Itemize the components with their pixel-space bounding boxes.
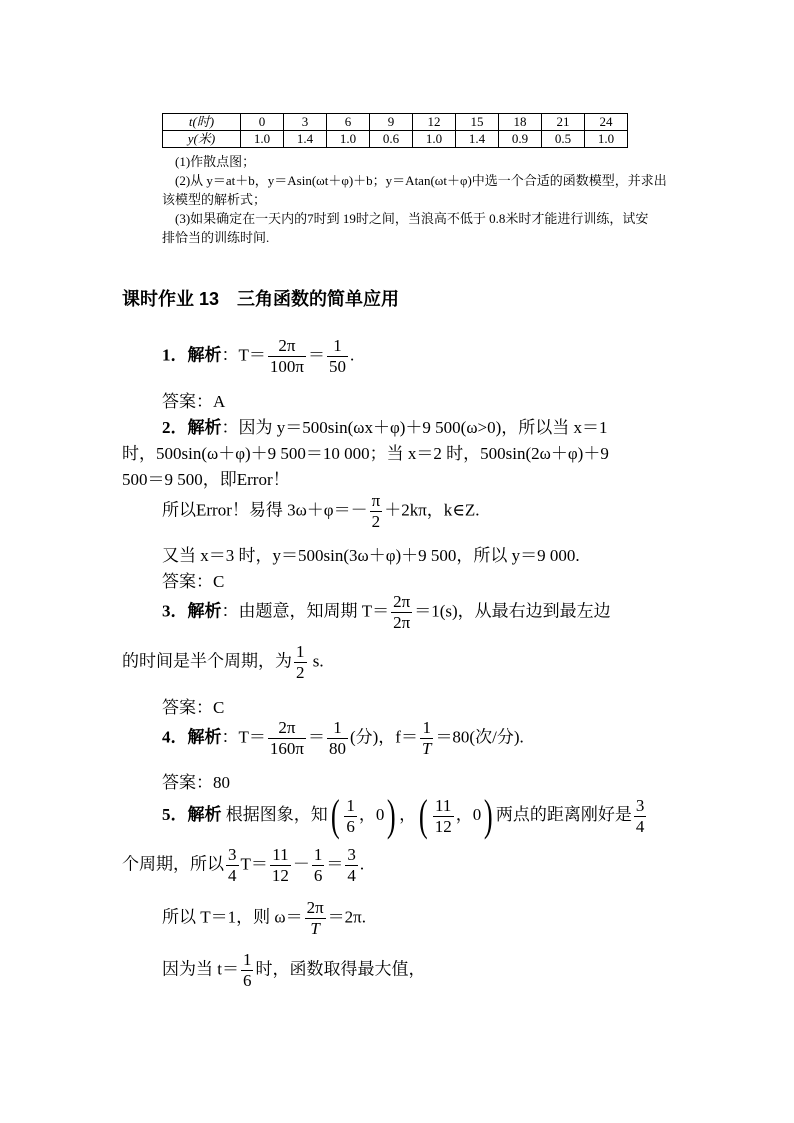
table-cell: 1.0: [413, 131, 456, 148]
fraction: [327, 336, 348, 377]
fraction: [634, 796, 647, 837]
text: 根据图象，知: [221, 804, 328, 824]
text: ：由题意，知周期 T＝: [221, 601, 390, 621]
fraction: [370, 491, 383, 532]
text: 两点的距离刚好是: [495, 804, 632, 824]
fraction: [305, 898, 326, 939]
table-cell: 1.0: [327, 131, 370, 148]
fraction: [270, 845, 291, 886]
solution-4: [162, 718, 524, 759]
section-title: 课时作业 13 三角函数的简单应用: [122, 289, 400, 309]
solution-2-line-5: 又当 x＝3 时，y＝500sin(3ω＋φ)＋9 500，所以 y＝9 000.: [162, 546, 580, 565]
solution-label: 1．解析: [162, 345, 222, 365]
text: 的时间是半个周期，为: [122, 651, 292, 671]
text: 时，函数取得最大值，: [255, 959, 426, 979]
table-cell: 21: [542, 114, 585, 131]
denominator: 2: [371, 512, 381, 531]
table-cell: 18: [499, 114, 542, 131]
text: ：T＝: [221, 345, 266, 365]
text: ，: [399, 804, 417, 824]
numerator: 2π: [268, 718, 306, 739]
numerator: 1: [313, 845, 323, 864]
denominator: 2: [296, 663, 305, 682]
solution-5: [162, 791, 648, 840]
numerator: 11: [433, 796, 454, 817]
text: 所以Error！易得 3ω＋φ＝－: [162, 500, 368, 520]
solution-label: 3．解析: [162, 601, 222, 621]
table-cell: 9: [370, 114, 413, 131]
numerator: 2π: [393, 592, 411, 611]
solution-5-line-3: [162, 898, 366, 939]
text: 因为当 t＝: [162, 959, 239, 979]
text: ＝2π.: [327, 907, 367, 927]
fraction: [420, 718, 433, 759]
denominator: 4: [347, 866, 356, 885]
left-paren: (: [418, 791, 428, 840]
table-cell: 15: [456, 114, 499, 131]
table-cell: 0.6: [370, 131, 413, 148]
denominator: 4: [635, 816, 645, 836]
answer-2: 答案：C: [162, 572, 225, 591]
text: 个周期，所以: [122, 854, 224, 874]
fraction: [312, 845, 325, 886]
table-header-t: t(时): [163, 114, 241, 131]
fraction: [345, 845, 358, 886]
solution-label: 5．解析: [162, 804, 222, 824]
solution-5-line-2: [122, 845, 364, 886]
table-row: [163, 131, 628, 148]
table-cell: 6: [327, 114, 370, 131]
fraction: [268, 718, 306, 759]
denominator: 4: [228, 866, 237, 885]
text: ＝: [307, 727, 325, 747]
denominator: 12: [271, 866, 289, 885]
denominator: 50: [328, 357, 346, 376]
table-cell: 1.0: [585, 131, 628, 148]
left-paren: (: [330, 791, 340, 840]
text: ：因为 y＝500sin(ωx＋φ)＋9 500(ω>0)，所以当 x＝1: [221, 418, 608, 437]
denominator: T: [421, 739, 432, 758]
fraction: [268, 336, 306, 377]
question-2: (2)从 y＝at＋b，y＝Asin(ωt＋φ)＋b；y＝Atan(ωt＋φ)中选一个合适的函数模型，并求出: [175, 173, 667, 188]
denominator: 160π: [269, 739, 304, 758]
numerator: 1: [296, 642, 305, 661]
text: ＝: [307, 345, 325, 365]
table-cell: 0.5: [542, 131, 585, 148]
solution-label: 4．解析: [162, 727, 222, 747]
text: ：T＝: [221, 727, 266, 747]
numerator: 3: [228, 845, 237, 864]
denominator: T: [310, 919, 320, 938]
solution-1: [162, 336, 354, 377]
fraction: [344, 796, 357, 837]
table-row: [163, 114, 628, 131]
numerator: 11: [270, 845, 291, 866]
table-cell: 24: [585, 114, 628, 131]
table-cell: 1.4: [284, 131, 327, 148]
question-3-cont: 排恰当的训练时间.: [162, 230, 270, 245]
question-1: (1)作散点图；: [175, 154, 256, 169]
fraction: [226, 845, 239, 886]
solution-5-line-4: [162, 950, 425, 991]
solution-3: [162, 592, 611, 633]
right-paren: ): [387, 791, 397, 840]
answer-3: 答案：C: [162, 698, 225, 717]
text: ＝: [326, 854, 344, 874]
fraction: [241, 950, 254, 991]
fraction: [294, 642, 307, 683]
text: 所以 T＝1，则 ω＝: [162, 907, 303, 927]
text: T＝: [240, 854, 268, 874]
numerator: 1: [242, 950, 252, 969]
data-table: [162, 113, 628, 148]
table-cell: 1.4: [456, 131, 499, 148]
text: .: [349, 345, 355, 365]
text: ＝80(次/分).: [435, 727, 524, 747]
right-paren: ): [484, 791, 493, 840]
solution-2-line-3: 500＝9 500，即Error！: [122, 470, 290, 489]
table-cell: 1.0: [241, 131, 284, 148]
numerator: 2π: [306, 898, 324, 917]
text: ，0: [455, 804, 482, 824]
text: －: [292, 854, 310, 874]
text: ，0: [358, 804, 385, 824]
numerator: 1: [346, 795, 355, 815]
fraction: [391, 592, 412, 633]
solution-3-line-2: [122, 642, 324, 683]
solution-label: 2．解析: [162, 418, 222, 437]
solution-2-line-2: 时，500sin(ω＋φ)＋9 500＝10 000；当 x＝2 时，500sin(2ω＋φ)＋9: [122, 444, 609, 463]
question-3: (3)如果确定在一天内的7时到 19时之间，当浪高不低于 0.8米时才能进行训练，试安: [175, 211, 649, 226]
text: ＝1(s)，从最右边到最左边: [414, 601, 611, 621]
text: .: [359, 854, 365, 874]
numerator: 3: [635, 795, 645, 815]
table-cell: 3: [284, 114, 327, 131]
numerator: 1: [327, 336, 348, 357]
numerator: 3: [347, 845, 356, 864]
denominator: 6: [346, 816, 355, 836]
fraction: [433, 796, 454, 837]
fraction: [327, 718, 348, 759]
denominator: 2π: [393, 613, 411, 632]
table-cell: 0.9: [499, 131, 542, 148]
denominator: 6: [313, 866, 323, 885]
question-2-cont: 该模型的解析式；: [162, 192, 267, 207]
text: s.: [308, 651, 324, 671]
numerator: 2π: [268, 336, 306, 357]
table-cell: 0: [241, 114, 284, 131]
denominator: 100π: [269, 357, 304, 376]
solution-2-line-4: [162, 491, 480, 532]
table-header-y: y(米): [163, 131, 241, 148]
numerator: π: [371, 491, 381, 510]
denominator: 6: [242, 971, 252, 990]
answer-1: 答案：A: [162, 392, 226, 411]
answer-4: 答案：80: [162, 773, 230, 792]
text: ＋2kπ，k∈Z.: [384, 500, 480, 520]
denominator: 12: [434, 816, 452, 836]
numerator: 1: [327, 718, 348, 739]
solution-2: [162, 413, 608, 438]
denominator: 80: [328, 739, 346, 758]
table-cell: 12: [413, 114, 456, 131]
numerator: 1: [420, 718, 433, 739]
text: (分)，f＝: [349, 727, 418, 747]
